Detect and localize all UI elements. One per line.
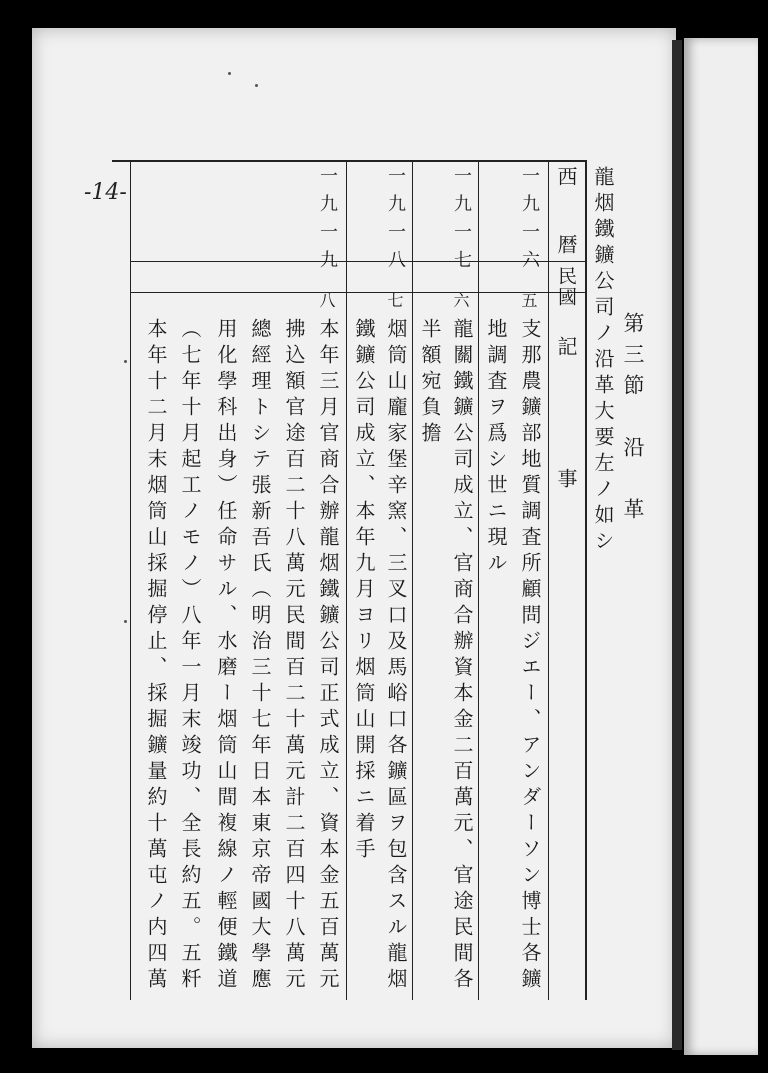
row-republic-year: 五 <box>519 292 538 314</box>
row-western-year: 一九一八 <box>385 166 406 278</box>
row-record-line: 本年三月官商合辦龍烟鐵鑛公司正式成立、資本金五百萬元 <box>316 318 340 994</box>
table-right-border <box>585 160 587 1000</box>
row-record-line: 龍關鐵鑛公司成立、官商合辦資本金二百萬元、官途民間各 <box>450 318 474 994</box>
row-record-line: 總經理トシテ張新吾氏（明治三十七年日本東京帝國大學應 <box>248 318 272 994</box>
row-record-line: 支那農鑛部地質調査所顧問ジエー、アンダーソン博士各鑛 <box>518 318 542 994</box>
row-western-year: 一九一九 <box>317 166 338 278</box>
row-divider-3 <box>346 160 347 1000</box>
scan-speck <box>124 360 127 363</box>
row-republic-year: 七 <box>385 292 404 314</box>
row-western-year: 一九一六 <box>519 166 540 278</box>
row-record-line: 烟筒山龐家堡辛窯、三叉口及馬峪口各鑛區ヲ包含スル龍烟 <box>384 318 408 994</box>
book-spine <box>672 40 682 1050</box>
table-column-rule <box>130 261 586 262</box>
row-record-line: 鐵鑛公司成立、本年九月ヨリ烟筒山開採ニ着手 <box>352 318 376 864</box>
row-divider-2 <box>412 160 413 1000</box>
row-record-line: 拂込額官途百二十八萬元民間百二十萬元計二百四十八萬元 <box>282 318 306 994</box>
header-western-year: 西 暦 <box>554 166 578 268</box>
header-record: 記 事 <box>554 336 578 512</box>
page-number: -14- <box>84 180 127 205</box>
row-record-line: 本年十二月末烟筒山採掘停止、採掘鑛量約十萬屯ノ内四萬 <box>144 318 168 994</box>
row-record-line: 地調査ヲ爲シ世ニ現ル <box>484 318 508 578</box>
row-record-line: （七年十月起工ノモノ）八年一月末竣功、全長約五。五粁 <box>178 318 202 994</box>
scan-speck <box>228 72 231 75</box>
table-left-border <box>130 160 131 1000</box>
adjacent-page <box>684 38 758 1055</box>
scan-speck <box>124 620 127 623</box>
table-header-rule <box>130 292 586 293</box>
row-republic-year: 六 <box>451 292 470 314</box>
header-column-divider <box>548 160 549 1000</box>
row-divider-1 <box>478 160 479 1000</box>
header-republic-year: 民國 <box>555 266 577 308</box>
section-title: 第三節 沿 革 <box>621 312 645 529</box>
scan-speck <box>255 84 258 87</box>
table-top-rule <box>112 160 586 162</box>
row-record-line: 半額宛負擔 <box>418 318 442 448</box>
intro-text: 龍烟鐵鑛公司ノ沿革大要左ノ如シ <box>591 166 615 556</box>
row-western-year: 一九一七 <box>451 166 472 278</box>
row-record-line: 用化學科出身）任命サル、水磨ー烟筒山間複線ノ輕便鐵道 <box>214 318 238 994</box>
row-republic-year: 八 <box>317 292 336 314</box>
